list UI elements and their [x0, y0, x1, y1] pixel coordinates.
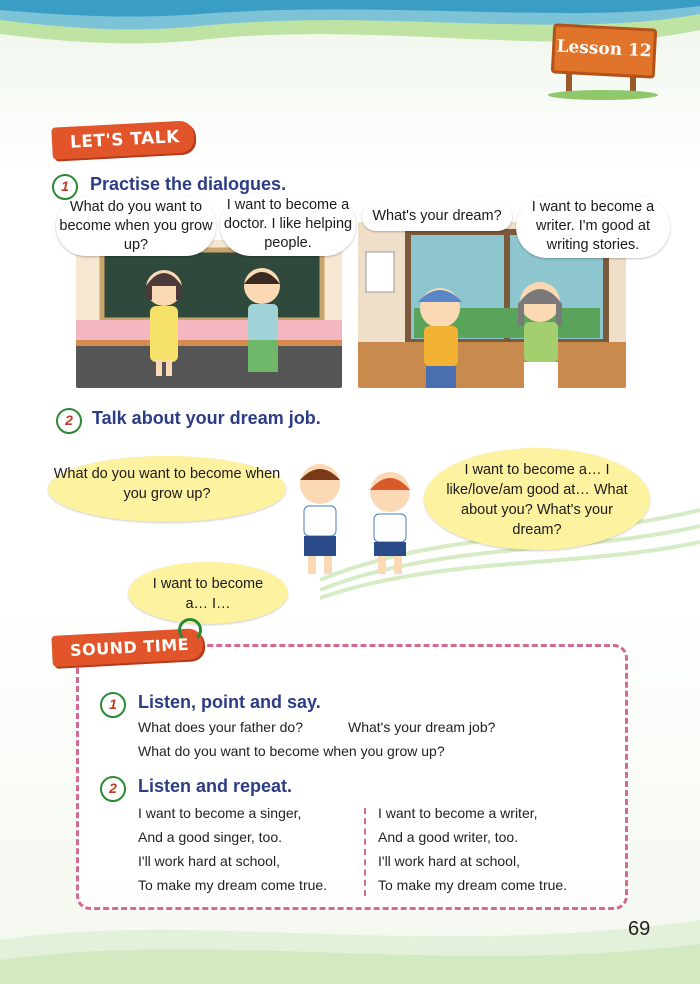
- divider: [364, 808, 366, 896]
- children-illustration: [290, 460, 430, 582]
- poem-line: I'll work hard at school,: [138, 853, 280, 869]
- speech-bubble: I want to become a doctor. I like helping people.: [220, 194, 356, 256]
- activity-title: Listen and repeat.: [138, 776, 293, 796]
- poem-line: I'll work hard at school,: [378, 853, 520, 869]
- speech-bubble: What do you want to become when you grow up?: [48, 456, 286, 522]
- poem-line: I want to become a writer,: [378, 805, 538, 821]
- grass: [548, 90, 658, 100]
- lets-talk-banner: LET'S TALK: [51, 120, 194, 159]
- number-1-icon: 1: [52, 174, 78, 200]
- headphones-icon: [178, 618, 202, 642]
- speech-bubble: I want to become a… I…: [128, 562, 288, 624]
- speech-bubble: I want to become a writer. I'm good at writing stories.: [516, 196, 670, 258]
- lesson-sign: Lesson 12: [551, 23, 657, 78]
- number-1-icon: 1: [100, 692, 126, 718]
- number-2-icon: 2: [56, 408, 82, 434]
- activity-title: Talk about your dream job.: [92, 408, 321, 428]
- text-line: What's your dream job?: [348, 719, 496, 735]
- footer-decoration: [0, 900, 700, 984]
- speech-bubble: I want to become a… I like/love/am good at… What about you? What's your dream?: [424, 448, 650, 550]
- page-number: 69: [628, 918, 651, 940]
- scene-classroom-left: [76, 240, 342, 388]
- speech-bubble: What do you want to become when you grow up?: [56, 196, 216, 256]
- poem-line: And a good singer, too.: [138, 829, 282, 845]
- poem-line: To make my dream come true.: [378, 877, 568, 893]
- poem-line: To make my dream come true.: [138, 877, 328, 893]
- poem-line: I want to become a singer,: [138, 805, 302, 821]
- text-line: What do you want to become when you grow up?: [138, 743, 445, 759]
- text-line: What does your father do?: [138, 719, 303, 735]
- speech-bubble: What's your dream?: [362, 203, 512, 231]
- number-2-icon: 2: [100, 776, 126, 802]
- activity-title: Listen, point and say.: [138, 692, 321, 712]
- sound-time-banner: SOUND TIME: [51, 628, 203, 667]
- poem-line: And a good writer, too.: [378, 829, 519, 845]
- activity-title: Practise the dialogues.: [90, 174, 287, 194]
